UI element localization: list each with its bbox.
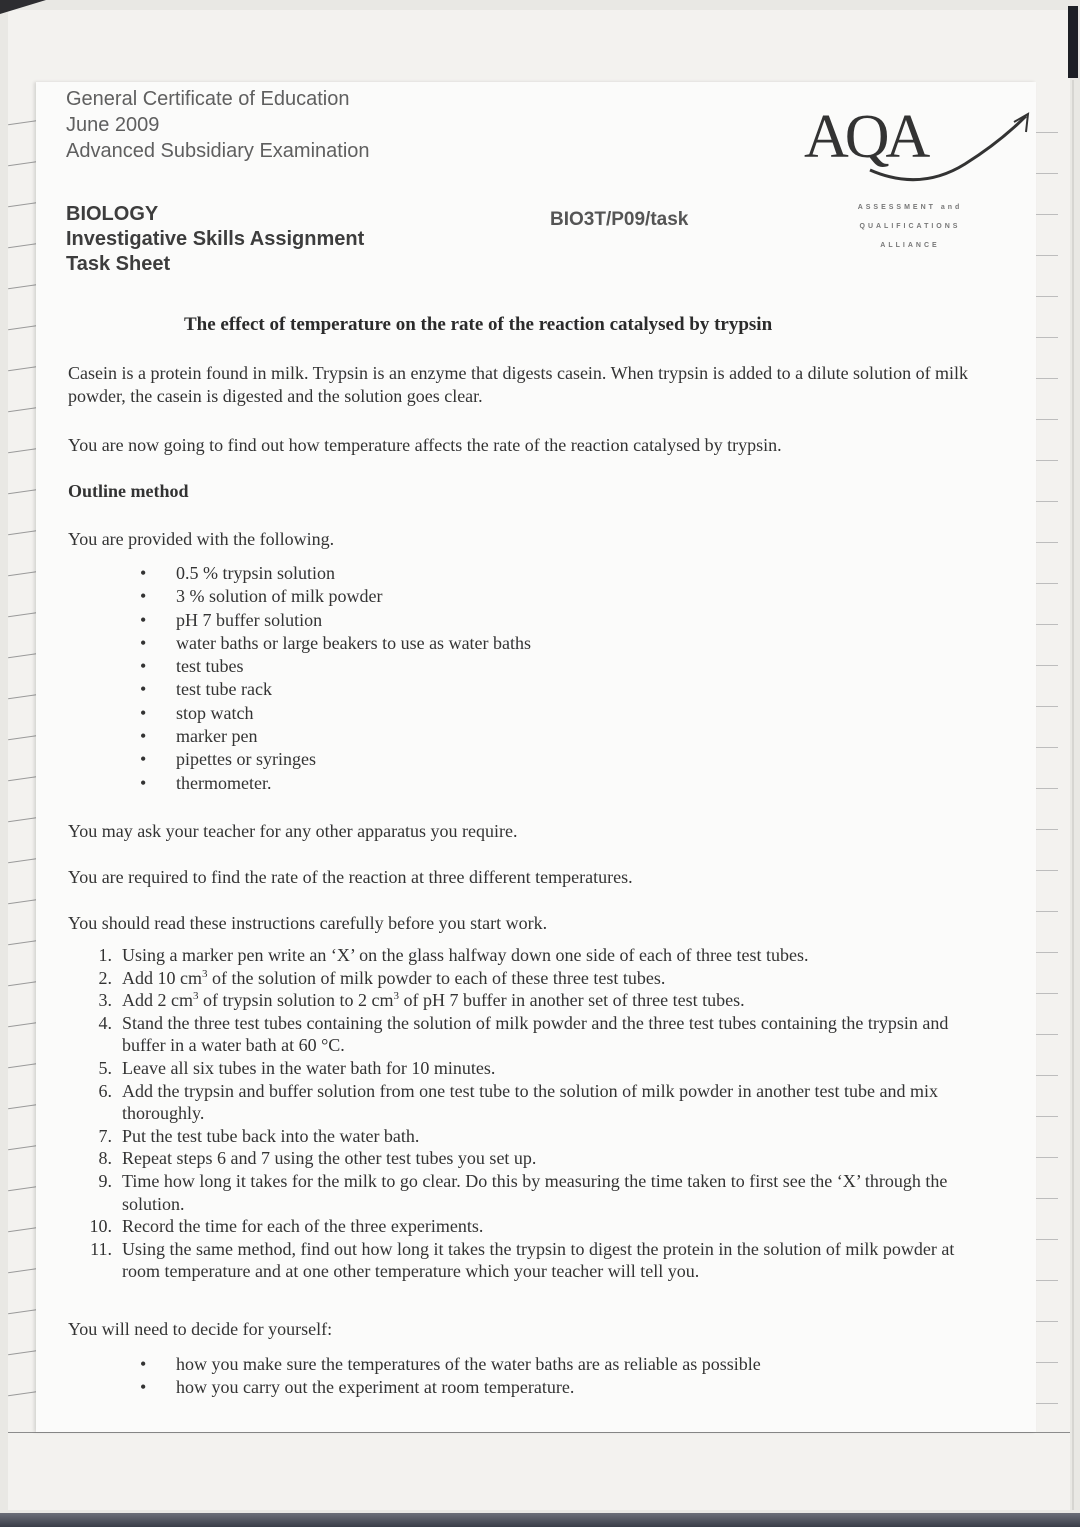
method-step: 10. Record the time for each of the three experiments. [89, 1216, 484, 1237]
notebook-rule-line [1036, 296, 1058, 297]
apparatus-note: You may ask your teacher for any other apparatus you require. [68, 821, 518, 841]
certificate-line: General Certificate of Education [66, 88, 350, 110]
notebook-rule-line [1036, 460, 1058, 461]
method-step: 7. Put the test tube back into the water bath. [98, 1125, 420, 1146]
apparatus-item: • stop watch [140, 702, 531, 725]
notebook-rule-line [1036, 542, 1058, 543]
notebook-rule-line [1036, 706, 1058, 707]
notebook-rule-line [1036, 583, 1058, 584]
subject-name: BIOLOGY [66, 203, 159, 225]
requirement-note: You are required to find the rate of the reaction at three different temperatures. [68, 867, 633, 887]
method-step: 3. Add 2 $cm^3$ of trypsin solution to 2 $cm^3$ of pH 7 buffer in another set of three test tubes. [98, 990, 745, 1011]
notebook-rule-line [1036, 1321, 1058, 1322]
notebook-rule-line [1036, 993, 1058, 994]
method-step: 1. Using a marker pen write an ‘X’ on the glass halfway down one side of each of three test tubes. [98, 945, 809, 965]
logo-wordmark: AQA [804, 103, 927, 171]
notebook-rule-line [1036, 624, 1058, 625]
method-step: 8. Repeat steps 6 and 7 using the other test tubes you set up. [98, 1148, 537, 1169]
bottom-shadow [0, 1513, 1080, 1527]
aqa-logo [800, 102, 1036, 262]
exam-header [66, 86, 370, 277]
notebook-rule-line [1036, 419, 1058, 420]
task-title: The effect of temperature on the rate of the reaction catalysed by trypsin [184, 314, 773, 335]
apparatus-item: • marker pen [140, 725, 531, 748]
outline-heading: Outline method [68, 481, 189, 501]
aim-paragraph: You are now going to find out how temperature affects the rate of the reaction catalysed by trypsin. [68, 435, 782, 455]
page-edge [1072, 80, 1074, 1510]
notebook-rule-line [1036, 1403, 1058, 1404]
notebook-rule-line [1036, 214, 1058, 215]
apparatus-item: • 3 % solution of milk powder [140, 585, 531, 608]
method-step: 5. Leave all six tubes in the water bath for 10 minutes. [98, 1057, 496, 1078]
notebook-rule-line [1036, 665, 1058, 666]
notebook-rule-line [1036, 829, 1058, 830]
assignment-name: Investigative Skills Assignment [66, 228, 365, 250]
decide-list [140, 1353, 761, 1400]
notebook-rule-line [1036, 255, 1058, 256]
logo-swoosh-icon [800, 102, 1036, 212]
document-type: Task Sheet [66, 253, 171, 275]
apparatus-item: • test tube rack [140, 678, 531, 701]
notebook-rule-line [1036, 1157, 1058, 1158]
apparatus-item: • test tubes [140, 655, 531, 678]
page-rule-line [8, 1432, 1070, 1433]
apparatus-item: • thermometer. [140, 772, 531, 795]
notebook-rule-line [1036, 1362, 1058, 1363]
logo-tagline-1: ASSESSMENT and [857, 204, 963, 211]
notebook-rule-line [1036, 1116, 1058, 1117]
method-step: 11. Using the same method, find out how long it takes the trypsin to digest the protein in the solution of milk powder at room temperature and at one other temperature which your teacher will tell you. [90, 1238, 955, 1282]
subject-block [66, 202, 370, 277]
notebook-rule-line [1036, 911, 1058, 912]
notebook-rule-line [1036, 132, 1058, 133]
corner-shadow [0, 0, 46, 14]
apparatus-item: • pipettes or syringes [140, 748, 531, 771]
logo-tagline-2: QUALIFICATIONS [859, 223, 961, 230]
notebook-rule-line [1036, 788, 1058, 789]
apparatus-item: • water baths or large beakers to use as water baths [140, 632, 531, 655]
decide-item: • how you carry out the experiment at room temperature. [140, 1376, 761, 1399]
notebook-rule-line [1036, 378, 1058, 379]
paper-code: BIO3T/P09/task [550, 209, 689, 230]
intro-paragraph: Casein is a protein found in milk. Trypsin is an enzyme that digests casein. When trypsin is added to a dilute solution of milk powder, the casein is digested and the solution goes clear. [68, 363, 969, 406]
apparatus-item: • 0.5 % trypsin solution [140, 562, 531, 585]
method-step: 4. Stand the three test tubes containing the solution of milk powder and the three test tubes containing the trypsin and buffer in a water bath at 60 °C. [98, 1012, 949, 1056]
notebook-rule-line [1036, 870, 1058, 871]
logo-tagline-3: ALLIANCE [880, 242, 940, 249]
notebook-rule-line [1036, 1075, 1058, 1076]
level-line: Advanced Subsidiary Examination [66, 140, 370, 162]
session-line: June 2009 [66, 114, 160, 136]
decide-item: • how you make sure the temperatures of the water baths are as reliable as possible [140, 1353, 761, 1376]
notebook-rule-line [1036, 1239, 1058, 1240]
read-instructions-note: You should read these instructions carefully before you start work. [68, 913, 548, 933]
decide-intro: You will need to decide for yourself: [68, 1319, 333, 1339]
apparatus-item: • pH 7 buffer solution [140, 609, 531, 632]
notebook-rule-line [1036, 1034, 1058, 1035]
method-steps [68, 944, 968, 1283]
task-sheet [36, 82, 1036, 1432]
notebook-rule-line [1036, 173, 1058, 174]
method-step: 6. Add the trypsin and buffer solution from one test tube to the solution of milk powder in another test tube and mix thoroughly. [98, 1080, 939, 1124]
notebook-rule-line [1036, 501, 1058, 502]
notebook-rule-line [1036, 1198, 1058, 1199]
provided-intro: You are provided with the following. [68, 529, 335, 549]
notebook-rule-line [1036, 1280, 1058, 1281]
notebook-rule-line [1036, 747, 1058, 748]
notebook-rule-line [1036, 952, 1058, 953]
method-step: 2. Add 10 $cm^3$ of the solution of milk powder to each of these three test tubes. [98, 967, 666, 988]
method-step: 9. Time how long it takes for the milk to go clear. Do this by measuring the time taken to first see the ‘X’ through the solution. [98, 1170, 948, 1214]
apparatus-list [140, 562, 531, 795]
binding-edge [1068, 6, 1078, 78]
notebook-rule-line [1036, 337, 1058, 338]
